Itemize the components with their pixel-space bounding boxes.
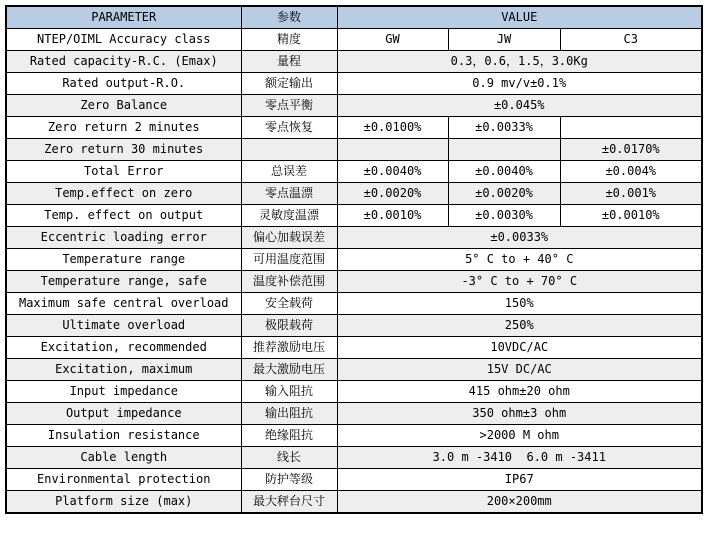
value-cell: IP67	[337, 469, 702, 491]
spec-row	[6, 403, 702, 425]
parameter-cell: Platform size (max)	[6, 491, 241, 514]
parameter-cell: Total Error	[6, 161, 241, 183]
value-cell: 10VDC/AC	[337, 337, 702, 359]
value-cell: ±0.0033%	[337, 227, 702, 249]
parameter-cn-cell: 防护等级	[241, 469, 337, 491]
parameter-cell: Rated capacity-R.C. (Emax)	[6, 51, 241, 73]
value-cell	[448, 139, 560, 161]
value-cell: 0.3，0.6，1.5，3.0Kg	[337, 51, 702, 73]
header-row	[6, 6, 702, 29]
value-cell: 350 ohm±3 ohm	[337, 403, 702, 425]
value-cell: C3	[560, 29, 702, 51]
parameter-cn-cell: 可用温度范围	[241, 249, 337, 271]
value-cell	[560, 117, 702, 139]
parameter-cell: Excitation, maximum	[6, 359, 241, 381]
value-cell: ±0.004%	[560, 161, 702, 183]
parameter-cell: Insulation resistance	[6, 425, 241, 447]
value-cell: ±0.0100%	[337, 117, 448, 139]
value-cell: JW	[448, 29, 560, 51]
parameter-cn-cell: 输出阻抗	[241, 403, 337, 425]
spec-table-header	[6, 6, 702, 29]
parameter-cell: Output impedance	[6, 403, 241, 425]
spec-row	[6, 249, 702, 271]
header-parameter: PARAMETER	[6, 6, 241, 29]
value-cell: ±0.045%	[337, 95, 702, 117]
parameter-cn-cell: 最大激励电压	[241, 359, 337, 381]
spec-row	[6, 359, 702, 381]
value-cell: ±0.0040%	[448, 161, 560, 183]
value-cell: ±0.0170%	[560, 139, 702, 161]
parameter-cell: Eccentric loading error	[6, 227, 241, 249]
value-cell: ±0.0010%	[560, 205, 702, 227]
value-cell: 5° C to + 40° C	[337, 249, 702, 271]
value-cell: 3.0 m -3410 6.0 m -3411	[337, 447, 702, 469]
parameter-cell: Ultimate overload	[6, 315, 241, 337]
parameter-cell: Excitation, recommended	[6, 337, 241, 359]
parameter-cell: Temperature range, safe	[6, 271, 241, 293]
value-cell	[337, 139, 448, 161]
parameter-cn-cell: 输入阻抗	[241, 381, 337, 403]
parameter-cell: Input impedance	[6, 381, 241, 403]
spec-row	[6, 381, 702, 403]
value-cell: 0.9 mv/v±0.1%	[337, 73, 702, 95]
spec-row	[6, 95, 702, 117]
value-cell: ±0.001%	[560, 183, 702, 205]
value-cell: ±0.0010%	[337, 205, 448, 227]
value-cell: -3° C to + 70° C	[337, 271, 702, 293]
header-value: VALUE	[337, 6, 702, 29]
spec-row	[6, 315, 702, 337]
parameter-cell: Temp.effect on zero	[6, 183, 241, 205]
value-cell: ±0.0020%	[337, 183, 448, 205]
value-cell: GW	[337, 29, 448, 51]
parameter-cell: NTEP/OIML Accuracy class	[6, 29, 241, 51]
spec-row	[6, 205, 702, 227]
value-cell: 415 ohm±20 ohm	[337, 381, 702, 403]
value-cell: 15V DC/AC	[337, 359, 702, 381]
header-cn-parameter: 参数	[241, 6, 337, 29]
spec-row	[6, 139, 702, 161]
parameter-cell: Zero return 2 minutes	[6, 117, 241, 139]
parameter-cn-cell: 精度	[241, 29, 337, 51]
spec-row	[6, 447, 702, 469]
parameter-cn-cell: 总误差	[241, 161, 337, 183]
parameter-cell: Maximum safe central overload	[6, 293, 241, 315]
spec-row	[6, 117, 702, 139]
parameter-cn-cell: 最大秤台尺寸	[241, 491, 337, 514]
parameter-cell: Temperature range	[6, 249, 241, 271]
spec-table	[5, 5, 703, 514]
spec-row	[6, 73, 702, 95]
value-cell: 200×200mm	[337, 491, 702, 514]
value-cell: ±0.0030%	[448, 205, 560, 227]
parameter-cell: Rated output-R.O.	[6, 73, 241, 95]
parameter-cn-cell	[241, 139, 337, 161]
load-cell-spec-sheet	[5, 5, 703, 514]
spec-row	[6, 469, 702, 491]
parameter-cn-cell: 量程	[241, 51, 337, 73]
value-cell: >2000 M ohm	[337, 425, 702, 447]
parameter-cell: Zero Balance	[6, 95, 241, 117]
spec-row	[6, 183, 702, 205]
parameter-cn-cell: 零点恢复	[241, 117, 337, 139]
parameter-cell: Zero return 30 minutes	[6, 139, 241, 161]
spec-row	[6, 425, 702, 447]
spec-table-body	[6, 29, 702, 514]
parameter-cn-cell: 偏心加载误差	[241, 227, 337, 249]
spec-row	[6, 161, 702, 183]
parameter-cell: Temp. effect on output	[6, 205, 241, 227]
parameter-cn-cell: 零点温漂	[241, 183, 337, 205]
parameter-cn-cell: 推荐激励电压	[241, 337, 337, 359]
parameter-cn-cell: 线长	[241, 447, 337, 469]
parameter-cn-cell: 温度补偿范围	[241, 271, 337, 293]
spec-row	[6, 293, 702, 315]
spec-row	[6, 271, 702, 293]
spec-row	[6, 337, 702, 359]
value-cell: ±0.0020%	[448, 183, 560, 205]
parameter-cn-cell: 极限载荷	[241, 315, 337, 337]
spec-row	[6, 29, 702, 51]
parameter-cn-cell: 绝缘阻抗	[241, 425, 337, 447]
parameter-cell: Cable length	[6, 447, 241, 469]
value-cell: ±0.0033%	[448, 117, 560, 139]
spec-row	[6, 227, 702, 249]
parameter-cn-cell: 安全载荷	[241, 293, 337, 315]
parameter-cn-cell: 额定输出	[241, 73, 337, 95]
value-cell: ±0.0040%	[337, 161, 448, 183]
spec-row	[6, 491, 702, 514]
value-cell: 250%	[337, 315, 702, 337]
parameter-cn-cell: 零点平衡	[241, 95, 337, 117]
value-cell: 150%	[337, 293, 702, 315]
parameter-cell: Environmental protection	[6, 469, 241, 491]
spec-row	[6, 51, 702, 73]
parameter-cn-cell: 灵敏度温漂	[241, 205, 337, 227]
